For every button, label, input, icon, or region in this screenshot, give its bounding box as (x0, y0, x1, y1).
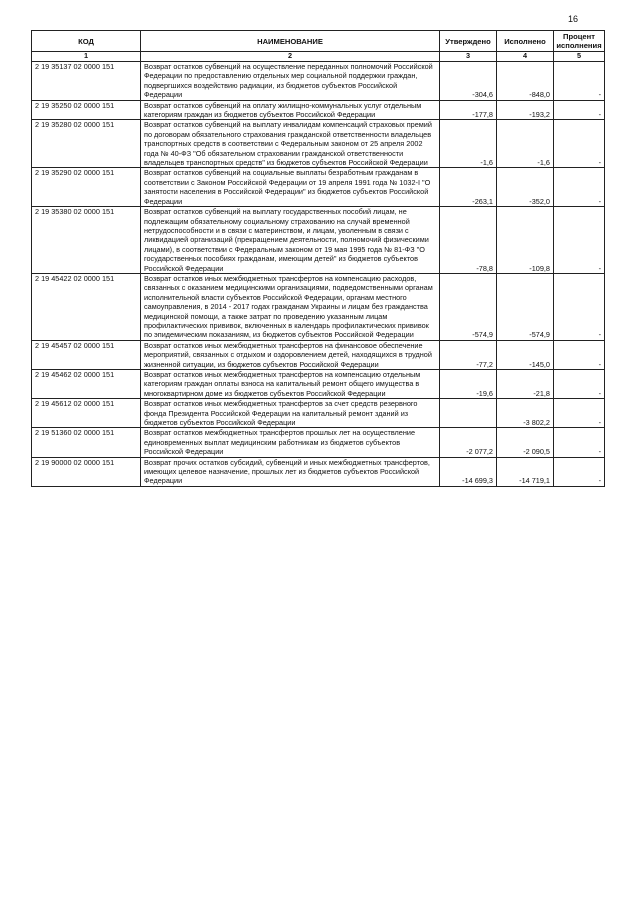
row-percent: - (554, 207, 605, 274)
table-row (32, 457, 605, 486)
row-name: Возврат остатков иных межбюджетных трансфертов на финансовое обеспечение мероприятий, связанных с отдыхом и оздоровлением детей, находящихся в трудной жизненной ситуации, из бюджетов субъектов Российской Федерации (141, 340, 440, 369)
page-number: 16 (568, 14, 579, 24)
row-code: 2 19 35250 02 0000 151 (32, 100, 141, 120)
row-approved: -2 077,2 (440, 428, 497, 457)
row-executed: -14 719,1 (497, 457, 554, 486)
column-number: 5 (554, 52, 605, 62)
row-approved: -77,2 (440, 340, 497, 369)
row-name: Возврат остатков субвенций на социальные выплаты безработным гражданам в соответствии с Законом Российской Федерации от 19 апреля 1991 года № 1032-I "О занятости населения в Российской Федерации" из бюджетов субъектов Российской Федерации (141, 168, 440, 207)
row-percent: - (554, 100, 605, 120)
table-row (32, 62, 605, 101)
header-approved: Утверждено (440, 31, 497, 52)
row-executed: -574,9 (497, 273, 554, 340)
row-code: 2 19 35280 02 0000 151 (32, 120, 141, 168)
row-approved: -14 699,3 (440, 457, 497, 486)
table-row (32, 370, 605, 399)
row-approved: -177,8 (440, 100, 497, 120)
row-percent: - (554, 273, 605, 340)
row-executed: -1,6 (497, 120, 554, 168)
table-row (32, 340, 605, 369)
row-executed: -352,0 (497, 168, 554, 207)
row-percent: - (554, 457, 605, 486)
row-executed: -2 090,5 (497, 428, 554, 457)
row-executed: -848,0 (497, 62, 554, 101)
row-code: 2 19 45422 02 0000 151 (32, 273, 141, 340)
table-row (32, 120, 605, 168)
row-percent: - (554, 62, 605, 101)
row-executed: -21,8 (497, 370, 554, 399)
row-executed: -145,0 (497, 340, 554, 369)
header-percent: Процент исполнения (554, 31, 605, 52)
row-approved: -1,6 (440, 120, 497, 168)
row-name: Возврат остатков субвенций на оплату жилищно-коммунальных услуг отдельным категориям граждан из бюджетов субъектов Российской Федерации (141, 100, 440, 120)
row-name: Возврат остатков субвенций на выплату государственных пособий лицам, не подлежащим обязательному социальному страхованию на случай временной нетрудоспособности и в связи с материнством, и лицам, уволенным в связи с ликвидацией организаций (прекращением деятельности, полномочий физическими лицами), в соответствии с Федеральным законом от 19 мая 1995 года № 81-ФЗ "О государственных пособиях гражданам, имеющим детей" из бюджетов субъектов Российской Федерации (141, 207, 440, 274)
row-code: 2 19 45462 02 0000 151 (32, 370, 141, 399)
row-name: Возврат остатков субвенций на выплату инвалидам компенсаций страховых премий по договорам обязательного страхования гражданской ответственности владельцев транспортных средств в соответствии с Федеральным законом от 25 апреля 2002 года № 40-ФЗ "Об обязательном страховании гражданской ответственности владельцев транспортных средств" из бюджетов субъектов Российской Федерации (141, 120, 440, 168)
row-percent: - (554, 370, 605, 399)
table-row (32, 100, 605, 120)
row-percent: - (554, 120, 605, 168)
row-approved: -19,6 (440, 370, 497, 399)
column-number: 4 (497, 52, 554, 62)
row-executed: -193,2 (497, 100, 554, 120)
table-row (32, 168, 605, 207)
column-number: 1 (32, 52, 141, 62)
table-row (32, 428, 605, 457)
header-row (32, 31, 605, 52)
row-code: 2 19 51360 02 0000 151 (32, 428, 141, 457)
row-code: 2 19 90000 02 0000 151 (32, 457, 141, 486)
row-percent: - (554, 399, 605, 428)
row-approved: -304,6 (440, 62, 497, 101)
row-approved (440, 399, 497, 428)
row-percent: - (554, 340, 605, 369)
budget-table (31, 30, 605, 487)
row-code: 2 19 45612 02 0000 151 (32, 399, 141, 428)
row-name: Возврат прочих остатков субсидий, субвенций и иных межбюджетных трансфертов, имеющих целевое назначение, прошлых лет из бюджетов субъектов Российской Федерации (141, 457, 440, 486)
row-approved: -574,9 (440, 273, 497, 340)
row-name: Возврат остатков субвенций на осуществление переданных полномочий Российской Федерации по предоставлению отдельных мер социальной поддержки граждан, подвергшихся воздействию радиации, из бюджетов субъектов Российской Федерации (141, 62, 440, 101)
row-name: Возврат остатков иных межбюджетных трансфертов на компенсацию расходов, связанных с оказанием медицинскими организациями, подведомственными органам исполнительной власти субъектов Российской Федерации, органам местного самоуправления, в 2014 - 2017 годах гражданам Украины и лицам без гражданства медицинской помощи, а также затрат по проведению указанным лицам профилактических прививок, включенных в календарь профилактических прививок по эпидемическим показаниям, из бюджетов субъектов Российской Федерации (141, 273, 440, 340)
header-name: НАИМЕНОВАНИЕ (141, 31, 440, 52)
row-executed: -109,8 (497, 207, 554, 274)
column-number: 2 (141, 52, 440, 62)
row-approved: -78,8 (440, 207, 497, 274)
table-row (32, 273, 605, 340)
header-code: КОД (32, 31, 141, 52)
row-name: Возврат остатков иных межбюджетных трансфертов на компенсацию отдельным категориям граждан оплаты взноса на капитальный ремонт общего имущества в многоквартирном доме из бюджетов субъектов Российской Федерации (141, 370, 440, 399)
row-name: Возврат остатков иных межбюджетных трансфертов за счет средств резервного фонда Президента Российской Федерации на капитальный ремонт зданий из бюджетов субъектов Российской Федерации (141, 399, 440, 428)
row-code: 2 19 35380 02 0000 151 (32, 207, 141, 274)
row-code: 2 19 45457 02 0000 151 (32, 340, 141, 369)
row-code: 2 19 35137 02 0000 151 (32, 62, 141, 101)
row-percent: - (554, 168, 605, 207)
column-number: 3 (440, 52, 497, 62)
row-executed: -3 802,2 (497, 399, 554, 428)
table-row (32, 207, 605, 274)
row-code: 2 19 35290 02 0000 151 (32, 168, 141, 207)
column-number-row (32, 52, 605, 62)
row-percent: - (554, 428, 605, 457)
row-name: Возврат остатков межбюджетных трансфертов прошлых лет на осуществление единовременных выплат медицинским работникам из бюджетов субъектов Российской Федерации (141, 428, 440, 457)
header-executed: Исполнено (497, 31, 554, 52)
row-approved: -263,1 (440, 168, 497, 207)
table-row (32, 399, 605, 428)
